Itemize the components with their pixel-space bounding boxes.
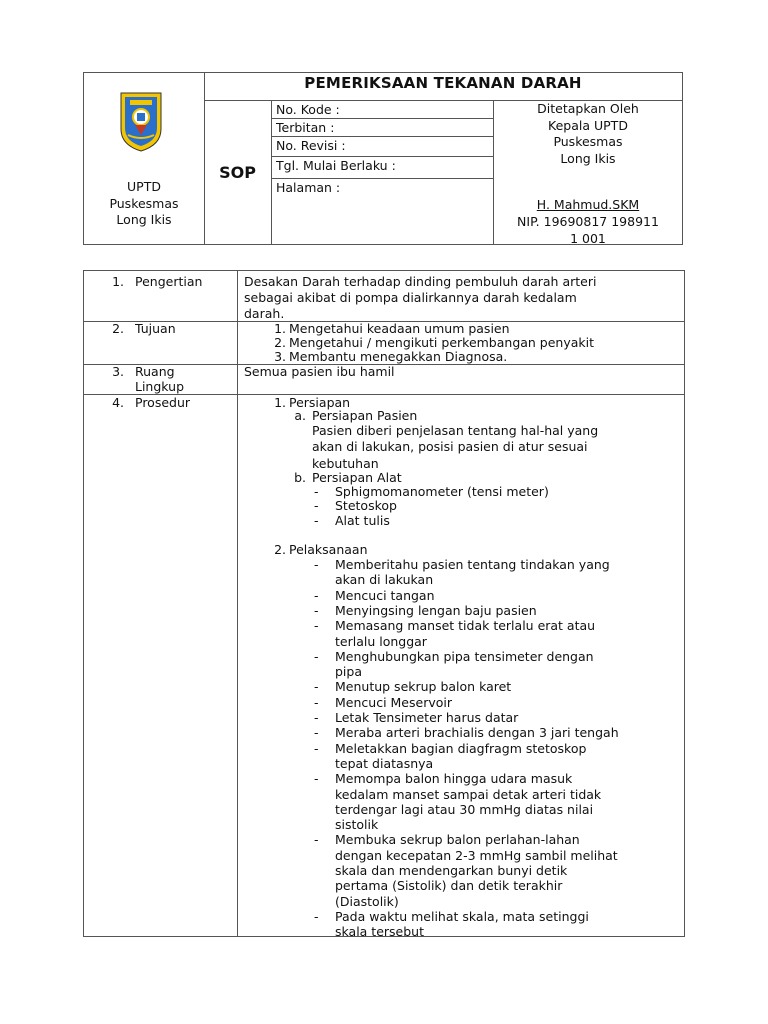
dash: - [314,498,319,513]
dash: - [314,740,319,756]
sop-header-table [83,72,683,245]
pelaksanaan-step: Menyingsing lengan baju pasien [335,602,537,618]
approval-block [494,101,682,246]
dash: - [314,557,319,572]
tujuan-item: Mengetahui keadaan umum pasien [289,321,510,336]
pelaksanaan-step: Menutup sekrup balon karet [335,679,512,695]
logo-cell [84,73,204,244]
pelaksanaan-title: Pelaksanaan [289,542,368,557]
divider [271,118,493,119]
dash: - [314,908,319,924]
pelaksanaan-step: Meraba arteri brachialis dengan 3 jari tengah [335,725,619,741]
row-number: 1. [112,274,124,289]
pelaksanaan-step: Mencuci Meservoir [335,694,452,710]
divider [271,178,493,179]
approval-line: Long Ikis [560,150,616,166]
persiapan-alat-title: Persiapan Alat [312,470,402,485]
pelaksanaan-step: skala tersebut [335,924,424,940]
pelaksanaan-step: Letak Tensimeter harus datar [335,710,519,725]
alat-item: Sphigmomanometer (tensi meter) [335,484,549,499]
pelaksanaan-step: sistolik [335,817,379,833]
row-label-ruang: Ruang [135,364,175,379]
pelaksanaan-step: Memasang manset tidak terlalu erat atau [335,618,596,634]
pelaksanaan-step: Meletakkan bagian diagfragm stetoskop [335,740,587,756]
signer-nip: NIP. 19690817 198911 [517,214,659,229]
org-line: Puskesmas [109,195,179,211]
pelaksanaan-step: akan di lakukan [335,572,434,588]
pengertian-text: darah. [244,306,285,321]
sop-label: SOP [219,163,256,182]
pelaksanaan-step: Memompa balon hingga udara masuk [335,771,573,787]
dash: - [314,602,319,618]
pelaksanaan-step: dengan kecepatan 2-3 mmHg sambil melihat [335,847,618,863]
pelaksanaan-step: Menghubungkan pipa tensimeter dengan [335,648,594,664]
field-terbitan: Terbitan : [276,120,335,135]
persiapan-pasien-text: kebutuhan [312,456,379,471]
pelaksanaan-step: Membuka sekrup balon perlahan-lahan [335,832,580,848]
field-no-kode: No. Kode : [276,102,340,117]
approval-line: Puskesmas [553,134,623,149]
approval-line: Ditetapkan Oleh [537,101,639,116]
field-tgl-mulai: Tgl. Mulai Berlaku : [276,158,396,173]
divider [237,271,238,936]
pengertian-text: sebagai akibat di pompa dialirkannya darah kedalam [244,290,577,305]
dash: - [314,771,319,787]
dash: - [314,679,319,695]
document-title: PEMERIKSAAN TEKANAN DARAH [304,74,582,92]
dash: - [314,725,319,741]
field-halaman: Halaman : [276,180,341,195]
dash: - [314,832,319,848]
pelaksanaan-step: (Diastolik) [335,893,399,909]
pelaksanaan-step: kedalam manset sampai detak arteri tidak [335,786,602,802]
dash: - [314,648,319,664]
list-number: 1. [274,321,286,336]
persiapan-pasien-text: akan di lakukan, posisi pasien di atur sesuai [312,439,588,454]
org-name [84,179,204,229]
dash: - [314,484,319,499]
dash: - [314,694,319,710]
row-label-tujuan: Tujuan [135,321,176,336]
dash: - [314,618,319,634]
ruang-text: Semua pasien ibu hamil [244,364,395,379]
divider [271,136,493,137]
row-number: 3. [112,364,124,379]
alat-item: Alat tulis [335,513,390,528]
list-number: 2. [274,542,286,557]
list-number: 3. [274,349,286,364]
pelaksanaan-step: terlalu longgar [335,633,427,649]
alat-item: Stetoskop [335,498,397,513]
list-number: 1. [274,395,286,410]
persiapan-pasien-text: Pasien diberi penjelasan tentang hal-hal yang [312,423,599,438]
signer-name: H. Mahmud.SKM [536,197,640,212]
pelaksanaan-step: skala dan mendengarkan bunyi detik [335,863,568,878]
row-number: 4. [112,395,124,410]
list-number: 2. [274,335,286,350]
pelaksanaan-step: pipa [335,664,363,680]
tujuan-item: Mengetahui / mengikuti perkembangan penyakit [289,335,595,350]
row-label-ruang: Lingkup [135,379,185,394]
pelaksanaan-step: pertama (Sistolik) dan detik terakhir [335,878,563,894]
approval-line: Kepala UPTD [548,117,628,133]
pengertian-text: Desakan Darah terhadap dinding pembuluh darah arteri [244,274,597,289]
signer-nip-cont: 1 001 [570,231,606,246]
field-no-revisi: No. Revisi : [276,138,346,153]
pelaksanaan-step: Mencuci tangan [335,587,435,603]
persiapan-title: Persiapan [289,395,351,410]
dash: - [314,710,319,725]
dash: - [314,513,319,528]
row-number: 2. [112,321,124,336]
tujuan-item: Membantu menegakkan Diagnosa. [289,349,508,364]
regency-crest-icon [118,89,164,153]
row-label-prosedur: Prosedur [135,395,191,410]
dash: - [314,587,319,603]
pelaksanaan-step: terdengar lagi atau 30 mmHg diatas nilai [335,801,594,817]
pelaksanaan-step: Pada waktu melihat skala, mata setinggi [335,908,589,924]
list-letter: a. [294,408,306,423]
pelaksanaan-step: tepat diatasnya [335,755,434,771]
list-letter: b. [294,470,306,485]
sop-content-table [83,270,685,940]
divider [271,156,493,157]
pelaksanaan-step: Memberitahu pasien tentang tindakan yang [335,557,610,572]
divider [271,100,272,244]
persiapan-pasien-title: Persiapan Pasien [312,408,418,423]
org-line: UPTD [127,179,161,194]
org-line: Long Ikis [116,212,172,227]
row-label-pengertian: Pengertian [135,274,203,289]
